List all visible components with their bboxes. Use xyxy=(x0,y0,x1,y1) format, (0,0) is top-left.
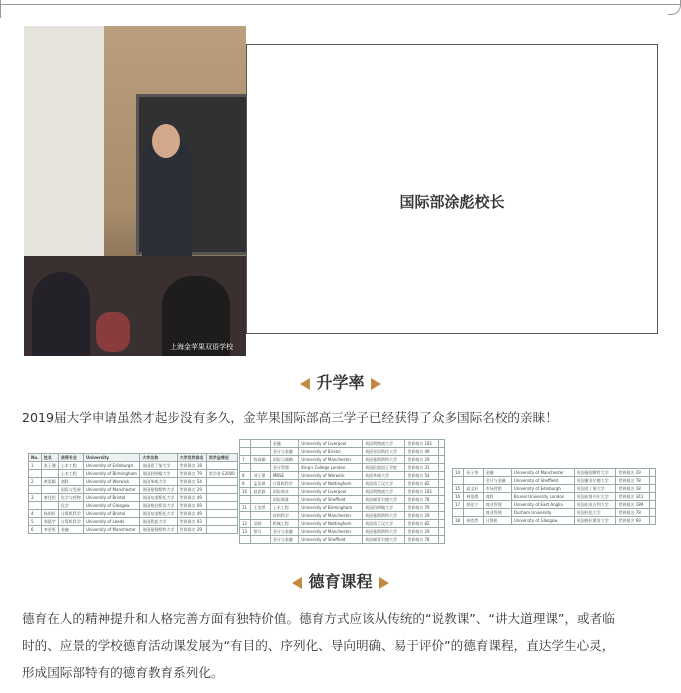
table-cell: 世界排名 79 xyxy=(177,470,206,478)
table-cell: 计算机科学 xyxy=(58,518,83,526)
photo-speaker-head xyxy=(152,124,180,158)
table-cell: 计算机科学 xyxy=(58,510,83,518)
table-row xyxy=(240,440,445,448)
triangle-right-icon xyxy=(379,577,389,589)
table-cell xyxy=(464,477,483,485)
paragraph-line: 时的、应景的学校德育活动课发展为“有目的、序列化、导向明确、易于评价”的德育课程，直达学生心灵， xyxy=(22,638,615,653)
table-cell xyxy=(206,486,237,494)
table-cell xyxy=(206,494,237,502)
offers-table-left xyxy=(28,453,238,534)
table-cell xyxy=(206,478,237,486)
table-cell: 英国曼彻斯特大学 xyxy=(140,486,177,494)
offers-table-middle xyxy=(239,439,445,544)
table-cell: 市场营销 xyxy=(483,485,511,493)
paragraph-line: 德育在人的精神提升和人格完善方面有独特价值。德育方式应该从传统的“说教课”、“讲大道理课”，或者临 xyxy=(22,611,615,626)
table-row xyxy=(240,496,445,504)
table-cell: 世界排名 189 xyxy=(616,501,650,509)
table-cell: 土木工程 xyxy=(270,504,298,512)
table-cell: University of Bristol xyxy=(299,448,363,456)
caption-box xyxy=(246,44,658,334)
table-cell xyxy=(650,469,656,477)
table-cell: 英国曼彻斯特大学 xyxy=(363,528,405,536)
table-cell: 世界排名 181 xyxy=(405,488,439,496)
table-row xyxy=(29,510,238,518)
table-cell: University of Nottingham xyxy=(299,520,363,528)
table-cell xyxy=(439,536,445,544)
table-row xyxy=(453,469,656,477)
table-cell: 世界排名 29 xyxy=(177,486,206,494)
table-cell: 世界排名 29 xyxy=(405,456,439,464)
table-row xyxy=(240,488,445,496)
table-cell: 英国伦敦国王学院 xyxy=(363,464,405,472)
table-cell: 18 xyxy=(453,517,464,525)
table-cell: University of Warwick xyxy=(299,472,363,480)
table-row xyxy=(240,504,445,512)
table-cell: 杨明轩 xyxy=(41,510,58,518)
table-cell: 化学与药物 xyxy=(58,494,83,502)
table-cell: University of Bristol xyxy=(83,494,139,502)
table-cell: 国际商业 xyxy=(270,488,298,496)
table-cell: 英国华威大学 xyxy=(363,472,405,480)
table-cell: 国际与战略 xyxy=(270,456,298,464)
table-cell: 2 xyxy=(29,478,42,486)
table-cell: 14 xyxy=(453,469,464,477)
table-cell: 国际与发展 xyxy=(58,486,83,494)
table-cell xyxy=(439,472,445,480)
table-row xyxy=(453,477,656,485)
table-cell xyxy=(439,520,445,528)
table-cell: 8 xyxy=(240,472,251,480)
table-cell xyxy=(453,509,464,517)
table-cell: 英国杜伦大学 xyxy=(574,509,616,517)
table-cell xyxy=(251,448,270,456)
table-cell xyxy=(251,440,270,448)
table-cell xyxy=(41,470,58,478)
section-heading-text: 升学率 xyxy=(316,373,365,392)
table-cell: 会计与金融 xyxy=(270,536,298,544)
table-cell: 孟佳琪 xyxy=(251,480,270,488)
table-cell: University of Edinburgh xyxy=(83,462,139,470)
table-cell: University of Glasgow xyxy=(511,517,574,525)
table-cell xyxy=(206,462,237,470)
table-row xyxy=(29,494,238,502)
table-cell xyxy=(464,509,483,517)
table-cell: University of Bristol xyxy=(83,510,139,518)
table-cell: 13 xyxy=(240,528,251,536)
table-cell: 何欣然 xyxy=(464,517,483,525)
table-cell: 6 xyxy=(29,526,42,534)
table-cell: 国际商务 xyxy=(270,496,298,504)
table-cell: 世界排名 18 xyxy=(177,462,206,470)
triangle-right-icon xyxy=(371,378,381,390)
table-cell: 世界排名 49 xyxy=(177,510,206,518)
table-cell: 会计与金融 xyxy=(483,477,511,485)
table-cell: 周晨宇 xyxy=(41,518,58,526)
admissions-paragraph: 2019届大学申请虽然才起步没有多久，金苹果国际部高三学子已经获得了众多国际名校的亲睐！ xyxy=(22,410,558,425)
table-cell xyxy=(439,464,445,472)
table-cell: 世界排名 31 xyxy=(405,464,439,472)
table-cell: 英国利物浦大学 xyxy=(363,440,405,448)
principal-photo xyxy=(24,26,246,356)
table-row xyxy=(29,486,238,494)
table-cell: 英国利物浦大学 xyxy=(363,488,405,496)
table-cell: 会计与金融 xyxy=(270,528,298,536)
table-cell: University of Manchester xyxy=(299,528,363,536)
photo-audience-person xyxy=(96,312,130,352)
page-frame-left xyxy=(0,0,1,18)
table-row xyxy=(453,509,656,517)
table-cell: 土木工程 xyxy=(58,470,83,478)
table-cell: 英国谢菲尔德大学 xyxy=(363,536,405,544)
table-cell: 英国布里斯托大学 xyxy=(363,448,405,456)
table-cell: 5 xyxy=(29,518,42,526)
table-cell: 12 xyxy=(240,520,251,528)
table-cell: 英国东英吉利大学 xyxy=(574,501,616,509)
table-cell: King's College London xyxy=(299,464,363,472)
table-cell: 郭佳宁 xyxy=(464,501,483,509)
table-cell: University of Birmingham xyxy=(299,504,363,512)
table-cell: 英国诺丁汉大学 xyxy=(363,480,405,488)
page-frame-top xyxy=(0,4,681,5)
table-cell: 7 xyxy=(240,456,251,464)
table-row xyxy=(240,472,445,480)
table-cell xyxy=(29,502,42,510)
table-cell: Brunel University London xyxy=(511,493,574,501)
table-row xyxy=(240,512,445,520)
table-cell xyxy=(650,477,656,485)
table-cell: 大学名称 xyxy=(140,454,177,462)
table-row xyxy=(453,517,656,525)
table-cell: 世界排名 49 xyxy=(405,448,439,456)
table-row xyxy=(240,464,445,472)
table-cell: 英国曼彻斯特大学 xyxy=(140,526,177,534)
table-cell: 10 xyxy=(240,488,251,496)
table-cell xyxy=(240,496,251,504)
table-row xyxy=(29,518,238,526)
table-cell: 英国布鲁内尔大学 xyxy=(574,493,616,501)
table-cell: 英国谢菲尔德大学 xyxy=(363,496,405,504)
table-row xyxy=(29,526,238,534)
table-cell: 世界排名 29 xyxy=(405,512,439,520)
table-row xyxy=(453,493,656,501)
photo-wall xyxy=(24,26,104,276)
table-cell: 商业管理 xyxy=(483,509,511,517)
table-cell xyxy=(439,488,445,496)
table-cell: 机械工程 xyxy=(270,520,298,528)
offers-table-right xyxy=(452,468,656,525)
table-cell: 英国格拉斯哥大学 xyxy=(140,502,177,510)
table-cell: 徐可 xyxy=(251,528,270,536)
table-cell: 英国曼彻斯特大学 xyxy=(363,512,405,520)
section-heading-text: 德育课程 xyxy=(308,572,373,591)
table-row xyxy=(240,456,445,464)
table-cell: 世界排名 29 xyxy=(616,469,650,477)
table-cell xyxy=(650,493,656,501)
table-cell: 英国诺丁汉大学 xyxy=(363,520,405,528)
photo-caption: 国际部涂彪校长 xyxy=(399,193,505,211)
table-cell: 世界排名 18 xyxy=(616,485,650,493)
table-row xyxy=(453,485,656,493)
table-cell: University of Edinburgh xyxy=(511,485,574,493)
table-cell: 17 xyxy=(453,501,464,509)
table-cell: 世界排名 341 xyxy=(616,493,650,501)
table-cell xyxy=(439,528,445,536)
table-cell: 孙子豪 xyxy=(464,469,483,477)
table-cell xyxy=(453,477,464,485)
table-cell xyxy=(251,512,270,520)
table-cell: 世界排名 78 xyxy=(405,496,439,504)
table-cell xyxy=(251,464,270,472)
table-cell: 奖学金 £2000 xyxy=(206,470,237,478)
table-cell: University of Glasgow xyxy=(83,502,139,510)
table-cell: University of Manchester xyxy=(83,526,139,534)
table-cell xyxy=(240,512,251,520)
section-heading-moral-education xyxy=(0,569,681,592)
table-cell: 高文轩 xyxy=(464,485,483,493)
table-cell: 计算机 xyxy=(483,517,511,525)
table-cell: 英国曼彻斯特大学 xyxy=(363,456,405,464)
table-row xyxy=(29,462,238,470)
moral-education-paragraph xyxy=(22,605,662,686)
table-cell xyxy=(251,496,270,504)
paragraph-line: 形成国际部特有的德育教育系列化。 xyxy=(22,665,224,680)
table-cell: 英国华威大学 xyxy=(140,478,177,486)
table-cell: 世界排名 29 xyxy=(405,528,439,536)
table-cell: 姓名 xyxy=(41,454,58,462)
table-cell xyxy=(251,536,270,544)
table-cell: 9 xyxy=(240,480,251,488)
table-cell: University of Manchester xyxy=(83,486,139,494)
table-cell xyxy=(439,448,445,456)
table-cell: 王浩然 xyxy=(251,504,270,512)
table-row xyxy=(240,536,445,544)
table-cell xyxy=(439,512,445,520)
table-cell: 商科 xyxy=(483,493,511,501)
table-cell: 化学 xyxy=(58,502,83,510)
table-cell: 英国布里斯托大学 xyxy=(140,494,177,502)
table-cell: No. xyxy=(29,454,42,462)
table-cell: 世界排名 69 xyxy=(616,517,650,525)
table-cell: Durham University xyxy=(511,509,574,517)
table-cell xyxy=(439,440,445,448)
table-cell: 唐佳怡 xyxy=(41,494,58,502)
table-cell: University of Manchester xyxy=(511,469,574,477)
table-row xyxy=(240,520,445,528)
table-cell: University of Liverpool xyxy=(299,488,363,496)
table-cell: 赵思源 xyxy=(251,488,270,496)
table-cell: 会计与金融 xyxy=(270,448,298,456)
table-cell xyxy=(240,464,251,472)
table-cell: 商业管理 xyxy=(483,501,511,509)
table-cell: University xyxy=(83,454,139,462)
table-cell xyxy=(206,518,237,526)
table-cell: 英国利兹大学 xyxy=(140,518,177,526)
photo-audience xyxy=(24,256,246,356)
table-cell: University of Leeds xyxy=(83,518,139,526)
table-cell xyxy=(439,456,445,464)
table-cell xyxy=(650,509,656,517)
table-row xyxy=(240,448,445,456)
table-cell: 李若彤 xyxy=(41,526,58,534)
table-cell: 世界排名 29 xyxy=(177,526,206,534)
table-cell: 黄思颖 xyxy=(41,478,58,486)
table-cell: 奖学金情况 xyxy=(206,454,237,462)
table-cell: University of Manchester xyxy=(299,456,363,464)
table-cell: 世界排名 79 xyxy=(405,504,439,512)
table-cell: University of Sheffield xyxy=(299,496,363,504)
table-cell xyxy=(439,480,445,488)
table-cell: 获得专业 xyxy=(58,454,83,462)
table-cell: University of Manchester xyxy=(299,512,363,520)
table-cell: 英国谢菲尔德大学 xyxy=(574,477,616,485)
table-cell: 世界排名 78 xyxy=(616,509,650,517)
table-cell: 计算机科学 xyxy=(270,480,298,488)
page-frame-corner xyxy=(668,0,681,15)
table-cell: 英国爱丁堡大学 xyxy=(140,462,177,470)
table-cell: 15 xyxy=(453,485,464,493)
table-cell: 会计管理 xyxy=(270,464,298,472)
table-cell: University of East Anglia xyxy=(511,501,574,509)
table-cell: MBSE xyxy=(270,472,298,480)
table-cell: University of Liverpool xyxy=(299,440,363,448)
table-cell xyxy=(439,504,445,512)
table-cell: 世界排名 78 xyxy=(616,477,650,485)
table-cell xyxy=(240,536,251,544)
photo-audience-person xyxy=(32,272,90,356)
table-cell: University of Sheffield xyxy=(511,477,574,485)
table-cell: 英国伯明翰大学 xyxy=(363,504,405,512)
table-cell xyxy=(41,502,58,510)
table-row xyxy=(240,528,445,536)
table-cell xyxy=(650,501,656,509)
table-cell: 世界排名 93 xyxy=(177,518,206,526)
table-cell xyxy=(206,526,237,534)
table-cell xyxy=(240,440,251,448)
table-cell xyxy=(650,517,656,525)
table-cell: University of Nottingham xyxy=(299,480,363,488)
table-cell: 材料科学 xyxy=(270,512,298,520)
table-cell: 商科 xyxy=(58,478,83,486)
table-cell: 世界排名 78 xyxy=(405,536,439,544)
table-cell: University of Birmingham xyxy=(83,470,139,478)
section-heading-admissions xyxy=(0,370,681,393)
table-cell: 大学世界排名 xyxy=(177,454,206,462)
table-cell: 英国爱丁堡大学 xyxy=(574,485,616,493)
table-cell: 金融 xyxy=(58,526,83,534)
table-cell xyxy=(439,496,445,504)
photo-watermark: 上海金苹果双语学校 xyxy=(170,343,233,351)
table-cell: 1 xyxy=(29,462,42,470)
table-cell: 张子涵 xyxy=(41,462,58,470)
triangle-left-icon xyxy=(292,577,302,589)
table-cell: 土木工程 xyxy=(58,462,83,470)
table-cell: 世界排名 54 xyxy=(177,478,206,486)
table-cell: 金融 xyxy=(270,440,298,448)
table-cell xyxy=(29,470,42,478)
table-cell: 金融 xyxy=(483,469,511,477)
table-cell: 吴晓 xyxy=(251,520,270,528)
table-cell: 世界排名 69 xyxy=(177,502,206,510)
table-cell xyxy=(206,502,237,510)
table-cell xyxy=(240,448,251,456)
table-cell: University of Warwick xyxy=(83,478,139,486)
table-row xyxy=(29,502,238,510)
table-cell: 英国伯明翰大学 xyxy=(140,470,177,478)
table-cell: 英国布里斯托大学 xyxy=(140,510,177,518)
table-row xyxy=(240,480,445,488)
table-row xyxy=(29,478,238,486)
table-cell xyxy=(41,486,58,494)
table-cell xyxy=(29,486,42,494)
table-cell: 世界排名 49 xyxy=(177,494,206,502)
table-cell: 世界排名 181 xyxy=(405,440,439,448)
table-cell xyxy=(650,485,656,493)
table-cell: 陈雨桐 xyxy=(251,456,270,464)
table-cell xyxy=(206,510,237,518)
table-cell: 英国格拉斯哥大学 xyxy=(574,517,616,525)
table-cell: 世界排名 82 xyxy=(405,480,439,488)
table-cell: 3 xyxy=(29,494,42,502)
table-cell: 世界排名 54 xyxy=(405,472,439,480)
table-cell: 4 xyxy=(29,510,42,518)
table-cell: 林语嫣 xyxy=(464,493,483,501)
table-cell: 英国曼彻斯特大学 xyxy=(574,469,616,477)
triangle-left-icon xyxy=(300,378,310,390)
table-row xyxy=(29,470,238,478)
table-cell: 16 xyxy=(453,493,464,501)
table-cell: 世界排名 82 xyxy=(405,520,439,528)
table-row xyxy=(29,454,238,462)
table-cell: University of Sheffield xyxy=(299,536,363,544)
table-cell: 刘子墨 xyxy=(251,472,270,480)
table-cell: 11 xyxy=(240,504,251,512)
table-row xyxy=(453,501,656,509)
